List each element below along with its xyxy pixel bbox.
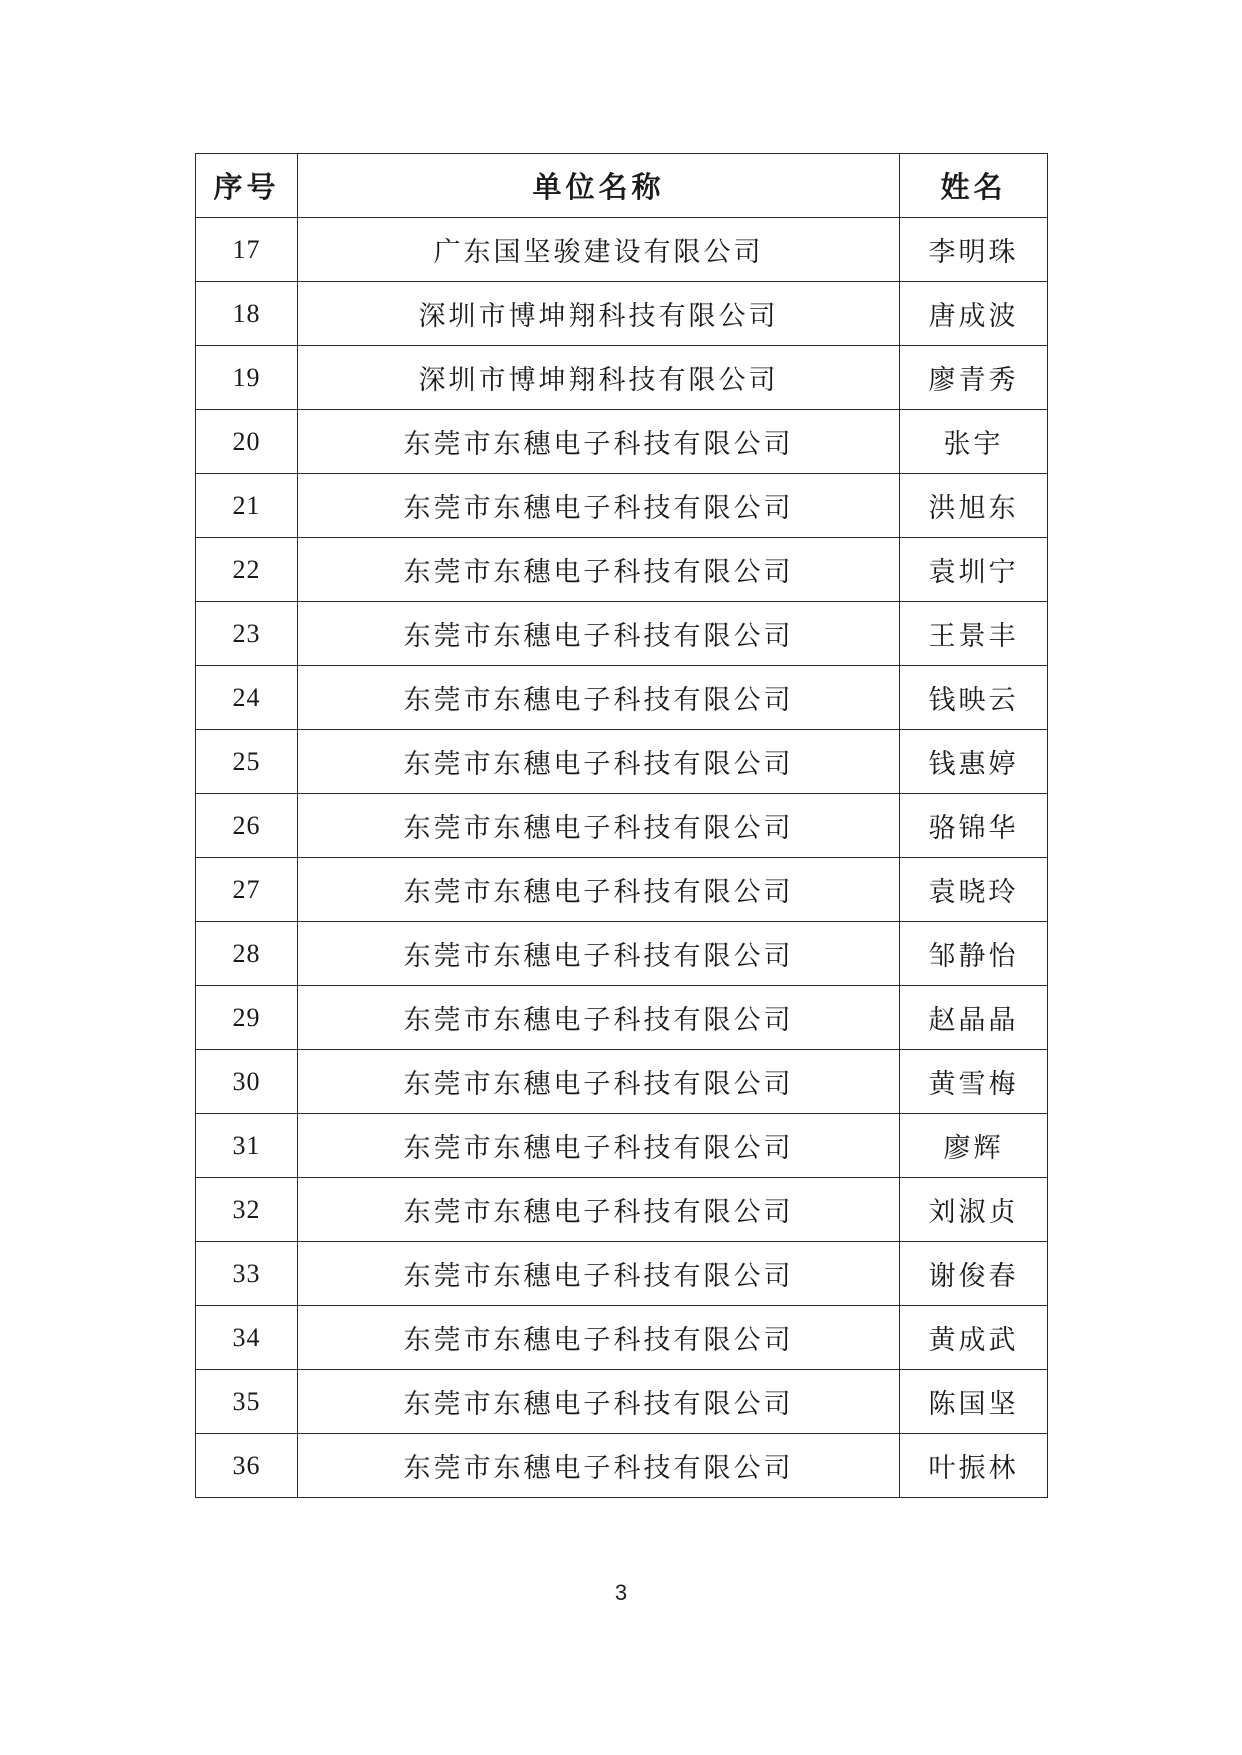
- serial-number-cell: 36: [196, 1434, 298, 1498]
- serial-number-cell: 25: [196, 730, 298, 794]
- table-header-row: [196, 154, 1048, 218]
- person-name-cell: 唐成波: [900, 282, 1048, 346]
- organization-cell: 东莞市东穗电子科技有限公司: [298, 1242, 900, 1306]
- person-name-cell: 洪旭东: [900, 474, 1048, 538]
- person-name-cell: 李明珠: [900, 218, 1048, 282]
- organization-cell: 东莞市东穗电子科技有限公司: [298, 410, 900, 474]
- person-name-cell: 张宇: [900, 410, 1048, 474]
- person-name-cell: 邹静怡: [900, 922, 1048, 986]
- serial-number-cell: 30: [196, 1050, 298, 1114]
- table-row: [196, 730, 1048, 794]
- table-row: [196, 538, 1048, 602]
- table-row: [196, 1306, 1048, 1370]
- person-name-cell: 袁晓玲: [900, 858, 1048, 922]
- table-row: [196, 410, 1048, 474]
- organization-cell: 东莞市东穗电子科技有限公司: [298, 794, 900, 858]
- person-name-cell: 钱惠婷: [900, 730, 1048, 794]
- organization-cell: 深圳市博坤翔科技有限公司: [298, 282, 900, 346]
- person-name-cell: 王景丰: [900, 602, 1048, 666]
- serial-number-cell: 23: [196, 602, 298, 666]
- table-row: [196, 858, 1048, 922]
- table-row: [196, 602, 1048, 666]
- organization-cell: 东莞市东穗电子科技有限公司: [298, 1114, 900, 1178]
- person-name-cell: 陈国坚: [900, 1370, 1048, 1434]
- table-body: [196, 218, 1048, 1498]
- table-row: [196, 1370, 1048, 1434]
- table-row: [196, 282, 1048, 346]
- organization-cell: 东莞市东穗电子科技有限公司: [298, 538, 900, 602]
- organization-cell: 东莞市东穗电子科技有限公司: [298, 1050, 900, 1114]
- table-row: [196, 474, 1048, 538]
- organization-cell: 广东国坚骏建设有限公司: [298, 218, 900, 282]
- serial-number-cell: 24: [196, 666, 298, 730]
- organization-cell: 东莞市东穗电子科技有限公司: [298, 666, 900, 730]
- person-name-cell: 骆锦华: [900, 794, 1048, 858]
- table-row: [196, 666, 1048, 730]
- organization-cell: 东莞市东穗电子科技有限公司: [298, 474, 900, 538]
- serial-number-cell: 31: [196, 1114, 298, 1178]
- serial-number-cell: 20: [196, 410, 298, 474]
- table-row: [196, 346, 1048, 410]
- person-name-cell: 廖辉: [900, 1114, 1048, 1178]
- roster-table: [195, 153, 1048, 1498]
- serial-number-cell: 33: [196, 1242, 298, 1306]
- serial-number-cell: 26: [196, 794, 298, 858]
- person-name-cell: 赵晶晶: [900, 986, 1048, 1050]
- organization-cell: 东莞市东穗电子科技有限公司: [298, 1178, 900, 1242]
- person-name-cell: 袁圳宁: [900, 538, 1048, 602]
- table-row: [196, 794, 1048, 858]
- person-name-cell: 廖青秀: [900, 346, 1048, 410]
- table-row: [196, 986, 1048, 1050]
- serial-number-cell: 34: [196, 1306, 298, 1370]
- header-person-name: 姓名: [900, 154, 1048, 218]
- serial-number-cell: 29: [196, 986, 298, 1050]
- serial-number-cell: 28: [196, 922, 298, 986]
- table-row: [196, 1178, 1048, 1242]
- organization-cell: 东莞市东穗电子科技有限公司: [298, 1370, 900, 1434]
- table-row: [196, 1050, 1048, 1114]
- table-row: [196, 218, 1048, 282]
- organization-cell: 东莞市东穗电子科技有限公司: [298, 986, 900, 1050]
- serial-number-cell: 17: [196, 218, 298, 282]
- serial-number-cell: 19: [196, 346, 298, 410]
- organization-cell: 东莞市东穗电子科技有限公司: [298, 1434, 900, 1498]
- serial-number-cell: 35: [196, 1370, 298, 1434]
- table-row: [196, 1114, 1048, 1178]
- organization-cell: 东莞市东穗电子科技有限公司: [298, 602, 900, 666]
- organization-cell: 东莞市东穗电子科技有限公司: [298, 1306, 900, 1370]
- person-name-cell: 黄雪梅: [900, 1050, 1048, 1114]
- table-row: [196, 1242, 1048, 1306]
- person-name-cell: 刘淑贞: [900, 1178, 1048, 1242]
- organization-cell: 东莞市东穗电子科技有限公司: [298, 922, 900, 986]
- table-row: [196, 922, 1048, 986]
- organization-cell: 东莞市东穗电子科技有限公司: [298, 858, 900, 922]
- person-name-cell: 谢俊春: [900, 1242, 1048, 1306]
- serial-number-cell: 18: [196, 282, 298, 346]
- person-name-cell: 黄成武: [900, 1306, 1048, 1370]
- serial-number-cell: 27: [196, 858, 298, 922]
- person-name-cell: 钱映云: [900, 666, 1048, 730]
- serial-number-cell: 22: [196, 538, 298, 602]
- serial-number-cell: 21: [196, 474, 298, 538]
- serial-number-cell: 32: [196, 1178, 298, 1242]
- organization-cell: 东莞市东穗电子科技有限公司: [298, 730, 900, 794]
- organization-cell: 深圳市博坤翔科技有限公司: [298, 346, 900, 410]
- page-number: 3: [614, 1580, 628, 1605]
- person-name-cell: 叶振林: [900, 1434, 1048, 1498]
- header-organization-name: 单位名称: [298, 154, 900, 218]
- table-row: [196, 1434, 1048, 1498]
- header-serial-number: 序号: [196, 154, 298, 218]
